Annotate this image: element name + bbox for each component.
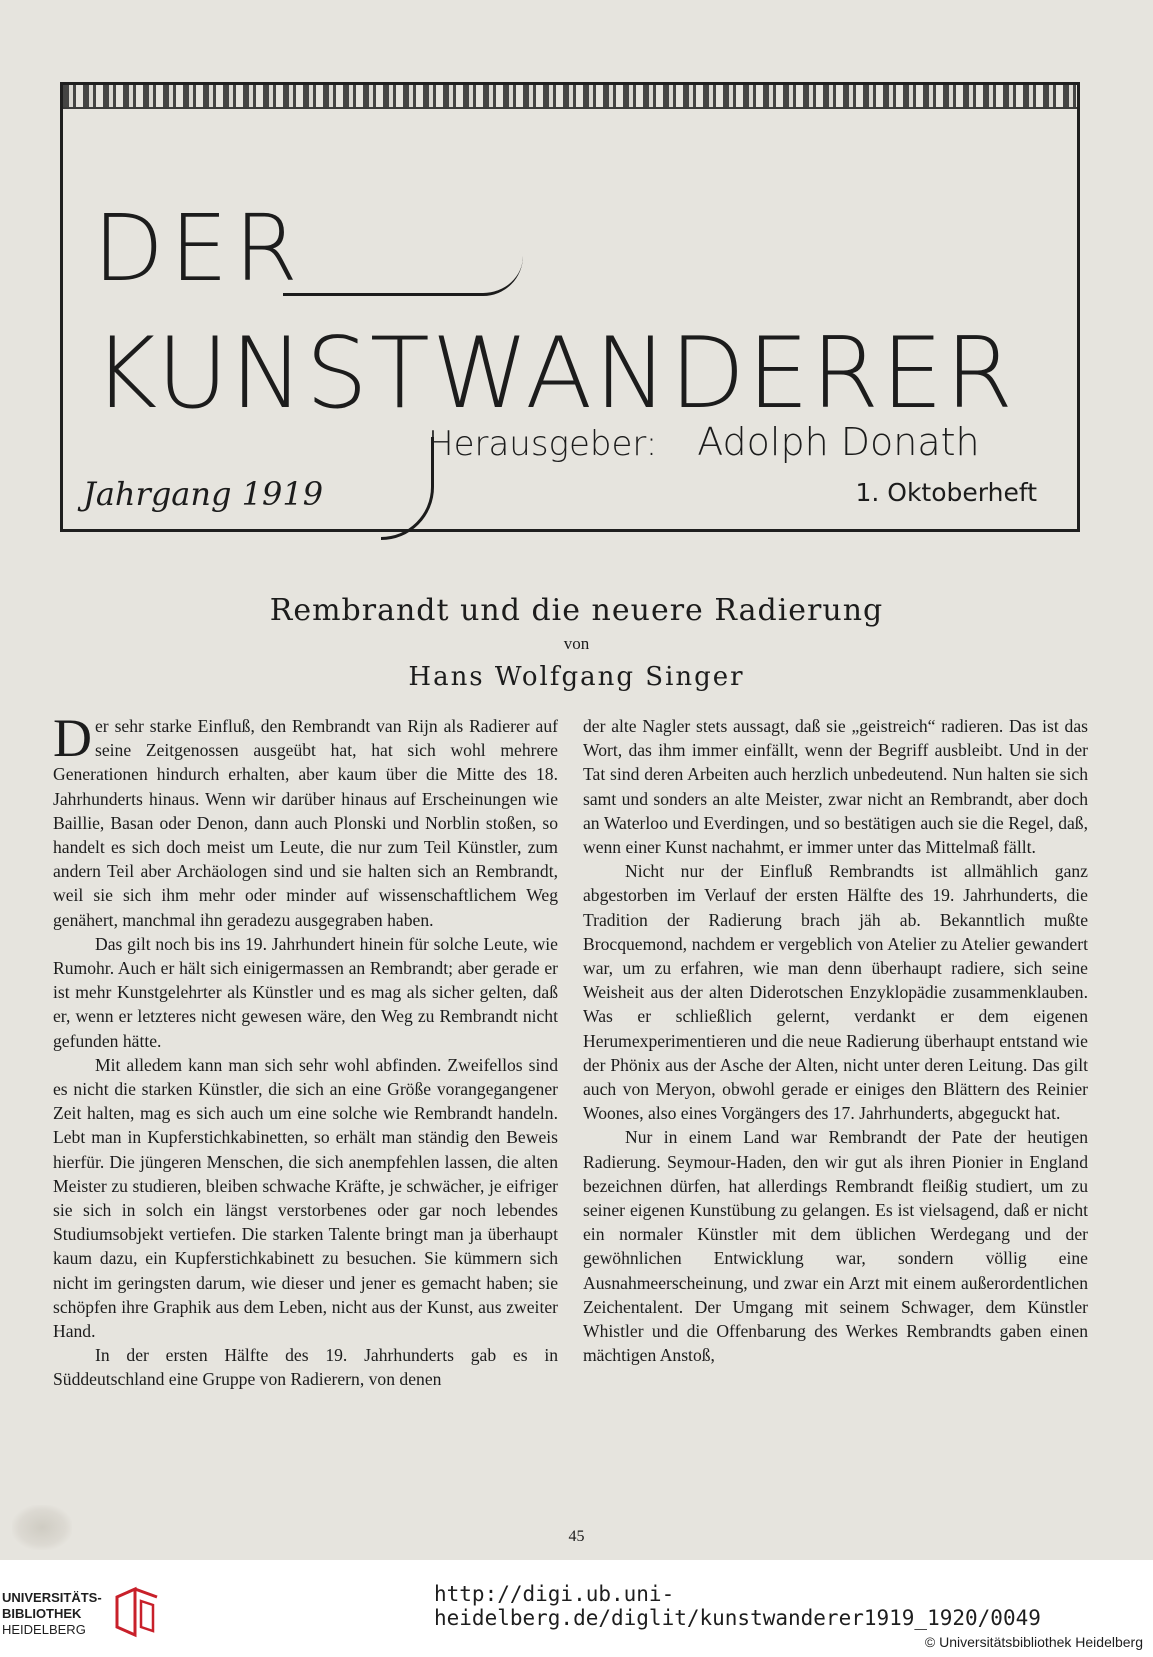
paragraph: Der sehr starke Einfluß, den Rembrandt van Rijn als Radierer auf seine Zeitgenossen ausgeübt hat, hat sich wohl mehrere Generationen hindurch erhalten, aber kaum über die Mitte des 18. Jahrhunderts hinaus. Wenn wir darüber hinaus auf Erscheinungen wie Baillie, Basan oder Denon, dann auch Plonski und Norblin stoßen, so handelt es sich doch meist um Leute, die nur zum Teil Künstler, zum andern Teil aber Archäologen sind und sie halten sich an Rembrandt, weil sie sich ihm mehr oder minder auf wissenschaftlichem Weg genähert, manchmal ihn geradezu ausgegraben haben. <box>53 708 558 930</box>
paragraph: Nicht nur der Einfluß Rembrandts ist allmählich ganz abgestorben im Verlauf der ersten Hälfte des 19. Jahrhunderts, die Tradition der Radierung brach jäh ab. Bekanntlich mußte Brocquemond, nachdem er vergeblich von Atelier zu Atelier gewandert war, um zu erfahren, wie man denn überhaupt radiere, sich seine Weisheit aus der alten Diderotschen Enzyklopädie zusammenklauben. Was er schließlich gelernt, verdankt er dem eigenen Herumexperimentieren und die neue Radierung überhaupt entstand wie der Phönix aus der Asche der Alten, nicht unter deren Leitung. Das gilt auch von Meryon, obwohl gerade er einiges den Blättern des Reinier Woones, also eines Vorgängers des 17. Jahrhunderts, abgeguckt hat. <box>583 861 1088 1124</box>
left-column <box>53 708 558 1392</box>
masthead-hook <box>381 437 434 540</box>
article-title: Rembrandt und die neuere Radierung <box>269 593 884 628</box>
masthead-title-line1: DER <box>93 195 304 302</box>
masthead-frame <box>60 82 1080 532</box>
paragraph: Das gilt noch bis ins 19. Jahrhundert hinein für solche Leute, wie Rumohr. Auch er hält sich einigermassen an Rembrandt; aber gerade er ist mehr Kunstgelehrter als Künstler und es mag als sicher gelten, daß er, wenn er letzteres nicht gewesen wäre, den Weg zu Rembrandt nicht gefunden hätte. <box>53 933 558 1051</box>
library-name-line1: UNIVERSITÄTS- <box>2 1590 102 1605</box>
masthead-year: Jahrgang 1919 <box>83 475 324 513</box>
right-column <box>583 714 1088 1367</box>
masthead-title-line2: KUNSTWANDERER <box>93 317 1016 431</box>
masthead-publisher <box>428 420 980 464</box>
library-name-line2: BIBLIOTHEK <box>2 1606 82 1621</box>
article-author: Hans Wolfgang Singer <box>408 662 745 692</box>
paragraph: In der ersten Hälfte des 19. Jahrhunderts gab es in Süddeutschland eine Gruppe von Radierern, von denen <box>53 1345 558 1390</box>
article-by: von <box>563 634 590 653</box>
paragraph: Nur in einem Land war Rembrandt der Pate der heutigen Radierung. Seymour-Haden, den wir gut als ihren Pionier in England bezeichnen dürfen, hat allerdings Rembrandt fleißig studiert, um zu seiner eigenen Kunstübung zu gelangen. Es ist vielsagend, daß er nicht ein normaler Künstler mit dem üblichen Werdegang und der gewöhnlichen Entwicklung war, sondern völlig eine Ausnahmeerscheinung, und zwar ein Arzt mit einem außerordentlichen Zeichentalent. Der Umgang mit seinem Schwager, dem Künstler Whistler und die Offenbarung des Werkes Rembrandts gaben einen mächtigen Anstoß, <box>583 1127 1088 1366</box>
paragraph: der alte Nagler stets aussagt, daß sie „geistreich“ radieren. Das ist das Wort, das ihm immer einfällt, wenn der Begriff ausbleibt. Und in der Tat sind deren Arbeiten auch herzlich unbedeutend. Nun halten sie sich samt und sonders an alte Meister, zwar nicht an Rembrandt, aber doch an Waterloo und Everdingen, und so bestätigen auch sie die Regel, daß, wenn einer Kunst nachahmt, er immer unter das Mittelmaß fällt. <box>583 716 1088 858</box>
ornamental-border <box>63 85 1077 109</box>
paragraph: Mit alledem kann man sich sehr wohl abfinden. Zweifellos sind es nicht die starken Künstler, die sich an eine Größe vorangegangener Zeit halten, mag es sich auch um eine solche wie Rembrandt handeln. Lebt man in Kupferstichkabinetten, so erhält man ständig den Beweis hierfür. Die jüngeren Menschen, die sich anempfehlen lassen, die alten Meister zu studieren, bleiben schwache Kräfte, je schwächer, je eifriger sie sich in solch ein längst verstorbenes oder gar noch lebendes Studiumsobjekt vertiefen. Die starken Talente bringt man ja überhaupt kaum dazu, ein Kupferstichkabinett zu besuchen. Sie kümmern sich nicht im geringsten darum, wie dieser und jener es gemacht haben; sie schöpfen ihre Graphik aus dem Leben, nicht aus der Kunst, aus zweiter Hand. <box>53 1054 558 1342</box>
copyright-notice: © Universitätsbibliothek Heidelberg <box>924 1634 1143 1650</box>
publisher-name: Adolph Donath <box>697 420 980 464</box>
library-logo-icon[interactable] <box>113 1585 161 1640</box>
source-url-link[interactable]: http://digi.ub.uni-heidelberg.de/diglit/kunstwanderer1919_1920/0049 <box>434 1582 1041 1630</box>
page-number: 45 <box>568 1528 585 1545</box>
library-name-line3: HEIDELBERG <box>2 1622 86 1637</box>
library-logo-text[interactable] <box>2 1590 102 1638</box>
masthead-swash <box>283 253 523 296</box>
masthead-issue: 1. Oktoberheft <box>855 478 1037 507</box>
drop-cap: D <box>53 708 92 768</box>
publisher-label: Herausgeber: <box>428 424 658 464</box>
